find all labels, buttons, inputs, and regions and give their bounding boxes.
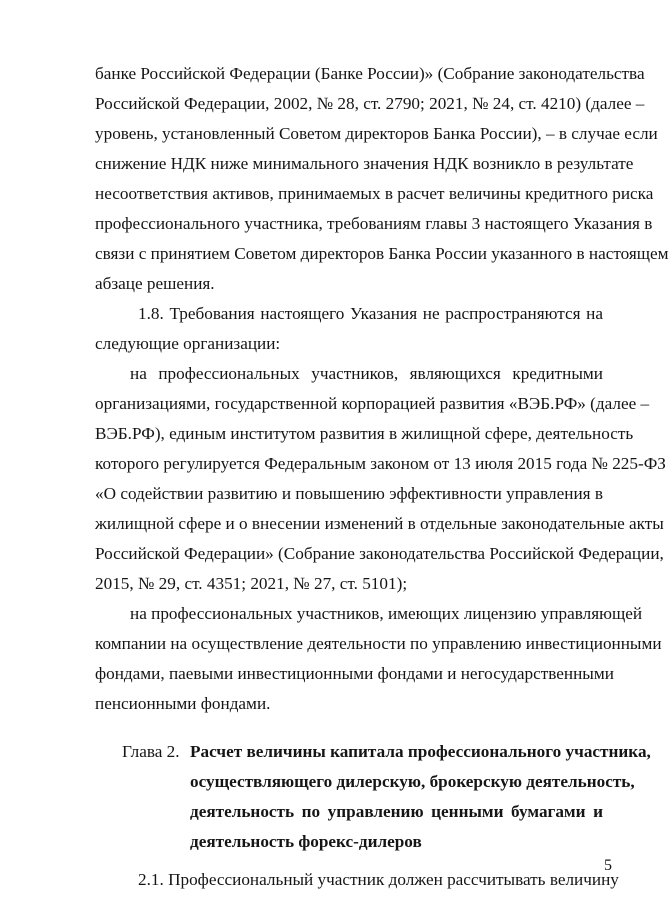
paragraph-line: уровень, установленный Советом директоров Банка России), – в случае если [95,124,658,143]
paragraph-line: несоответствия активов, принимаемых в расчет величины кредитного риска [95,184,654,203]
paragraph-line: жилищной сфере и о внесении изменений в отдельные законодательные акты [95,514,664,533]
paragraph-line: на профессиональных участников, имеющих лицензию управляющей [130,604,643,623]
paragraph-line: следующие организации: [95,334,281,353]
paragraph-line: снижение НДК ниже минимального значения НДК возникло в результате [95,154,634,173]
paragraph-line: абзаце решения. [95,274,215,293]
chapter-title-line: осуществляющего дилерскую, брокерскую деятельность, [190,772,635,791]
paragraph-line: ВЭБ.РФ), единым институтом развития в жилищной сфере, деятельность [95,424,634,443]
chapter-title-line: деятельность по управлению ценными бумагами и [190,802,603,821]
paragraph-line: «О содействии развитию и повышению эффективности управления в [95,484,603,503]
paragraph-line: профессионального участника, требованиям главы 3 настоящего Указания в [95,214,653,233]
paragraph-line: пенсионными фондами. [95,694,271,713]
paragraph-line: Российской Федерации, 2002, № 28, ст. 2790; 2021, № 24, ст. 4210) (далее – [95,94,645,113]
paragraph-line: Российской Федерации» (Собрание законодательства Российской Федерации, [95,544,664,563]
paragraph-line: 2.1. Профессиональный участник должен рассчитывать величину [138,870,619,889]
paragraph-line: которого регулируется Федеральным законом от 13 июля 2015 года № 225-ФЗ [95,454,666,473]
paragraph-line: банке Российской Федерации (Банке России)» (Собрание законодательства [95,64,645,83]
paragraph-line: фондами, паевыми инвестиционными фондами и негосударственными [95,664,614,683]
paragraph-line: компании на осуществление деятельности по управлению инвестиционными [95,634,662,653]
paragraph-line: связи с принятием Советом директоров Банка России указанного в настоящем [95,244,669,263]
paragraph-line: 1.8. Требования настоящего Указания не распространяются на [138,304,603,323]
chapter-title-line: Расчет величины капитала профессионального участника, [190,742,651,761]
page-number: 5 [604,857,612,874]
paragraph-line: 2015, № 29, ст. 4351; 2021, № 27, ст. 5101); [95,574,408,593]
chapter-label: Глава 2. [122,742,180,761]
chapter-title-line: деятельность форекс-дилеров [190,832,422,851]
paragraph-line: организациями, государственной корпорацией развития «ВЭБ.РФ» (далее – [95,394,650,413]
paragraph-line: на профессиональных участников, являющихся кредитными [130,364,603,383]
